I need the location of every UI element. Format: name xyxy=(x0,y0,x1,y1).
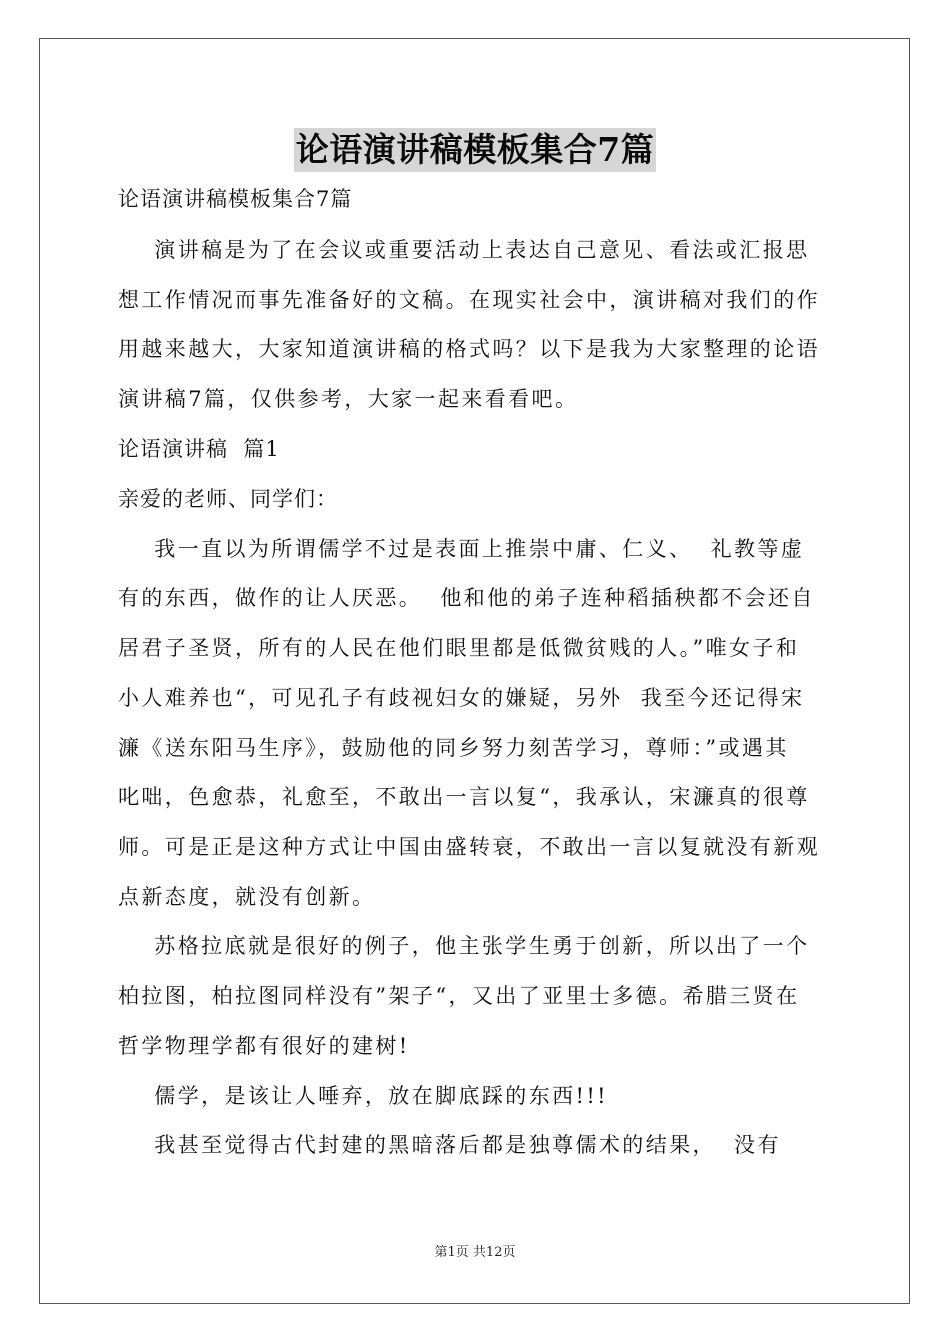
text-line: 我一直以为所谓儒学不过是表面上推崇中庸、仁义、 礼教等虚 xyxy=(118,537,805,561)
document-title: 论语演讲稿模板集合7篇 xyxy=(294,128,656,172)
text-line: 居君子圣贤，所有的人民在他们眼里都是低微贫贱的人。”唯女子和 xyxy=(118,636,800,660)
text-line: 演讲稿是为了在会议或重要活动上表达自己意见、看法或汇报思 xyxy=(118,238,810,262)
salutation: 亲爱的老师、同学们： xyxy=(118,487,338,511)
text-line: 小人难养也“，可见孔子有歧视妇女的嫌疑，另外 我至今还记得宋 xyxy=(118,686,805,710)
text-line: 苏格拉底就是很好的例子，他主张学生勇于创新，所以出了一个 xyxy=(118,934,810,958)
text-line: 哲学物理学都有很好的建树! xyxy=(118,1034,410,1058)
text-line: 我甚至觉得古代封建的黑暗落后都是独尊儒术的结果， 没有 xyxy=(118,1133,781,1157)
text-line: 想工作情况而事先准备好的文稿。在现实社会中，演讲稿对我们的作 xyxy=(118,288,820,312)
text-line: 演讲稿7篇，仅供参考，大家一起来看看吧。 xyxy=(118,387,579,411)
title-container xyxy=(0,128,950,172)
page-number: 第1页 共12页 xyxy=(434,1245,516,1260)
text-line: 有的东西，做作的让人厌恶。 他和他的弟子连种稻插秧都不会还自 xyxy=(118,586,815,610)
text-line: 用越来越大，大家知道演讲稿的格式吗？以下是我为大家整理的论语 xyxy=(118,337,820,361)
text-line: 柏拉图，柏拉图同样没有”架子“，又出了亚里士多德。希腊三贤在 xyxy=(118,984,800,1008)
section-heading: 论语演讲稿 篇1 xyxy=(118,437,280,461)
text-line: 濂《送东阳马生序》，鼓励他的同乡努力刻苦学习，尊师：”或遇其 xyxy=(118,736,789,760)
text-line: 儒学，是该让人唾弃，放在脚底踩的东西!!! xyxy=(118,1084,609,1108)
text-line: 师。可是正是这种方式让中国由盛转衰，不敢出一言以复就没有新观 xyxy=(118,835,820,859)
text-line: 叱咄，色愈恭，礼愈至，不敢出一言以复“，我承认，宋濂真的很尊 xyxy=(118,785,810,809)
page-border xyxy=(39,38,910,1304)
document-subtitle: 论语演讲稿模板集合7篇 xyxy=(118,187,353,211)
text-line: 点新态度，就没有创新。 xyxy=(118,885,376,909)
